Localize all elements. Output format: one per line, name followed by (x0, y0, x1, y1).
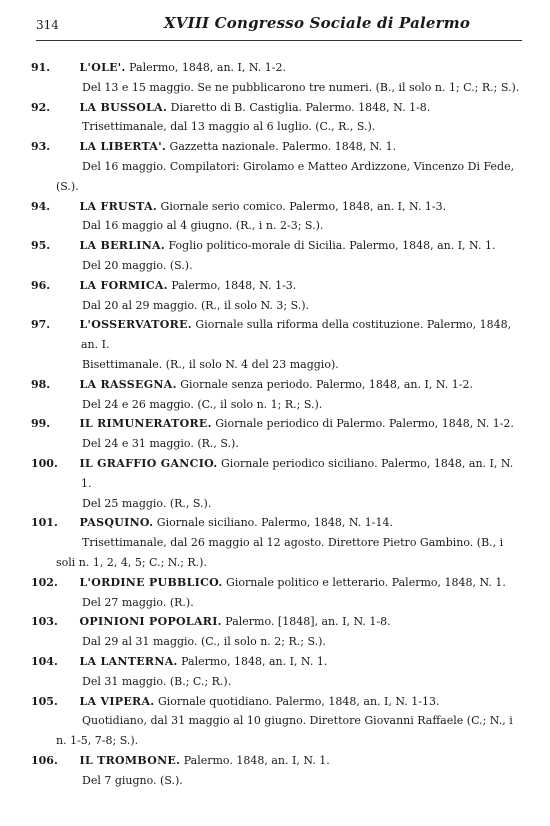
entry-number: 104. (31, 654, 58, 668)
page-number: 314 (36, 18, 59, 32)
entry-title: LA LANTERNA. (79, 654, 178, 668)
entry-number: 102. (31, 575, 58, 589)
entry-title: LA RASSEGNA. (79, 377, 177, 391)
entry-title: LA BERLINA. (79, 239, 166, 253)
entry-heading (31, 513, 524, 533)
entry-title: IL TROMBONE. (79, 753, 181, 767)
entry-note: Trisettimanale, dal 26 maggio al 12 agosto. Direttore Pietro Gambino. (B., i soli n. 1, 2, 4, 5; C.; N.; R.). (56, 536, 504, 569)
entry-102 (31, 573, 524, 613)
entry-note: Bisettimanale. (R., il solo N. 4 del 23 maggio). (82, 357, 339, 371)
entry-heading (31, 98, 524, 118)
entry-title: L'OSSERVATORE. (79, 318, 192, 332)
entry-note: Dal 20 al 29 maggio. (R., il solo N. 3; S.). (82, 298, 310, 312)
entry-number: 99. (31, 417, 51, 431)
entry-number: 101. (31, 516, 58, 530)
entry-heading (31, 454, 524, 494)
entry-heading (31, 236, 524, 256)
entry-104 (31, 652, 524, 692)
entry-heading (31, 276, 524, 296)
entry-95 (31, 236, 524, 276)
entry-note: Del 24 e 31 maggio. (R., S.). (82, 437, 239, 451)
entry-heading (31, 197, 524, 217)
entry-imprint: Palermo, 1848, an. I, N. 1. (177, 654, 328, 668)
entry-number: 97. (31, 318, 51, 332)
entry-imprint: Giornale serio comico. Palermo, 1848, an. I, N. 1-3. (157, 199, 447, 213)
entry-103 (31, 612, 524, 652)
page-header (36, 12, 518, 38)
entry-imprint: Giornale sulla riforma della costituzione. Palermo, 1848, an. I. (81, 318, 512, 352)
entry-101 (31, 513, 524, 572)
entry-title: L'OLE'. (79, 61, 126, 74)
entry-imprint: Giornale periodico di Palermo. Palermo, 1848, N. 1-2. (211, 417, 514, 431)
entry-number: 103. (31, 615, 58, 629)
entry-title: LA VIPERA. (79, 694, 155, 708)
entry-note: Dal 16 maggio al 4 giugno. (R., i n. 2-3; S.). (82, 219, 324, 233)
entry-note: Del 31 maggio. (B.; C.; R.). (82, 674, 232, 688)
running-title: XVIII Congresso Sociale di Palermo (163, 14, 471, 32)
entry-imprint: Palermo, 1848, N. 1-3. (167, 278, 297, 292)
entry-note: Dal 29 al 31 maggio. (C., il solo n. 2; R.; S.). (82, 635, 326, 649)
entry-list (31, 58, 524, 790)
entry-imprint: Palermo. [1848], an. I, N. 1-8. (221, 615, 391, 629)
entry-97 (31, 315, 524, 374)
entry-imprint: Giornale quotidiano. Palermo, 1848, an. I, N. 1-13. (154, 694, 440, 708)
entry-93 (31, 137, 524, 196)
entry-number: 100. (31, 456, 58, 470)
entry-imprint: Giornale periodico siciliano. Palermo, 1848, an. I, N. 1. (81, 456, 514, 490)
entry-heading (31, 573, 524, 593)
entry-note: Quotidiano, dal 31 maggio al 10 giugno. Direttore Giovanni Raffaele (C.; N., i n. 1-5, 7-8; S.). (56, 714, 513, 748)
entry-note: Del 27 maggio. (R.). (82, 595, 194, 609)
entry-heading (31, 652, 524, 672)
entry-title: LA LIBERTA'. (79, 140, 167, 154)
entry-heading (31, 414, 524, 434)
entry-title: IL RIMUNERATORE. (79, 417, 212, 431)
entry-imprint: Diaretto di B. Castiglia. Palermo. 1848, N. 1-8. (167, 100, 431, 114)
entry-title: IL GRAFFIO GANCIO. (79, 456, 218, 470)
entry-imprint: Giornale senza periodo. Palermo, 1848, an. I, N. 1-2. (176, 377, 473, 391)
entry-96 (31, 276, 524, 316)
entry-heading (31, 612, 524, 632)
entry-imprint: Palermo, 1848, an. I, N. 1-2. (125, 61, 286, 74)
entry-title: LA BUSSOLA. (79, 100, 168, 114)
entry-number: 105. (31, 694, 58, 708)
entry-heading (31, 692, 524, 712)
entry-note: Del 13 e 15 maggio. Se ne pubblicarono tre numeri. (B., il solo n. 1; C.; R.; S.). (82, 80, 520, 94)
entry-number: 94. (31, 199, 51, 213)
entry-imprint: Gazzetta nazionale. Palermo. 1848, N. 1. (166, 140, 397, 154)
entry-number: 96. (31, 278, 51, 292)
entry-100 (31, 454, 524, 513)
entry-number: 92. (31, 100, 51, 114)
entry-heading (31, 58, 524, 78)
entry-title: OPINIONI POPOLARI. (79, 615, 222, 629)
entry-title: PASQUINO. (79, 516, 154, 530)
entry-note: Del 20 maggio. (S.). (82, 258, 193, 272)
entry-number: 93. (31, 140, 51, 154)
entry-94 (31, 197, 524, 237)
entry-98 (31, 375, 524, 415)
entry-imprint: Giornale siciliano. Palermo, 1848, N. 1-14. (153, 516, 393, 530)
entry-title: LA FORMICA. (79, 278, 168, 292)
entry-number: 106. (31, 753, 58, 767)
entry-title: LA FRUSTA. (79, 199, 158, 213)
entry-number: 98. (31, 377, 51, 391)
entry-imprint: Palermo. 1848, an. I, N. 1. (180, 753, 330, 767)
entry-number: 95. (31, 239, 51, 253)
entry-note: Del 7 giugno. (S.). (82, 773, 183, 787)
entry-106 (31, 751, 524, 791)
entry-note: Del 24 e 26 maggio. (C., il solo n. 1; R.; S.). (82, 397, 323, 411)
entry-number: 91. (31, 61, 51, 74)
entry-heading (31, 137, 524, 157)
entry-99 (31, 414, 524, 454)
entry-heading (31, 751, 524, 771)
entry-heading (31, 375, 524, 395)
entry-imprint: Giornale politico e letterario. Palermo, 1848, N. 1. (222, 575, 506, 589)
entry-91 (31, 58, 524, 98)
entry-title: L'ORDINE PUBBLICO. (79, 575, 223, 589)
entry-heading (31, 315, 524, 355)
entry-note: Trisettimanale, dal 13 maggio al 6 luglio. (C., R., S.). (82, 120, 376, 134)
entry-note: Del 25 maggio. (R., S.). (82, 496, 212, 510)
entry-92 (31, 98, 524, 138)
entry-note: Del 16 maggio. Compilatori: Girolamo e Matteo Ardizzone, Vincenzo Di Fede, (S.). (56, 159, 515, 193)
entry-105 (31, 692, 524, 751)
entry-imprint: Foglio politico-morale di Sicilia. Palermo, 1848, an. I, N. 1. (165, 239, 496, 253)
header-rule (36, 40, 522, 41)
